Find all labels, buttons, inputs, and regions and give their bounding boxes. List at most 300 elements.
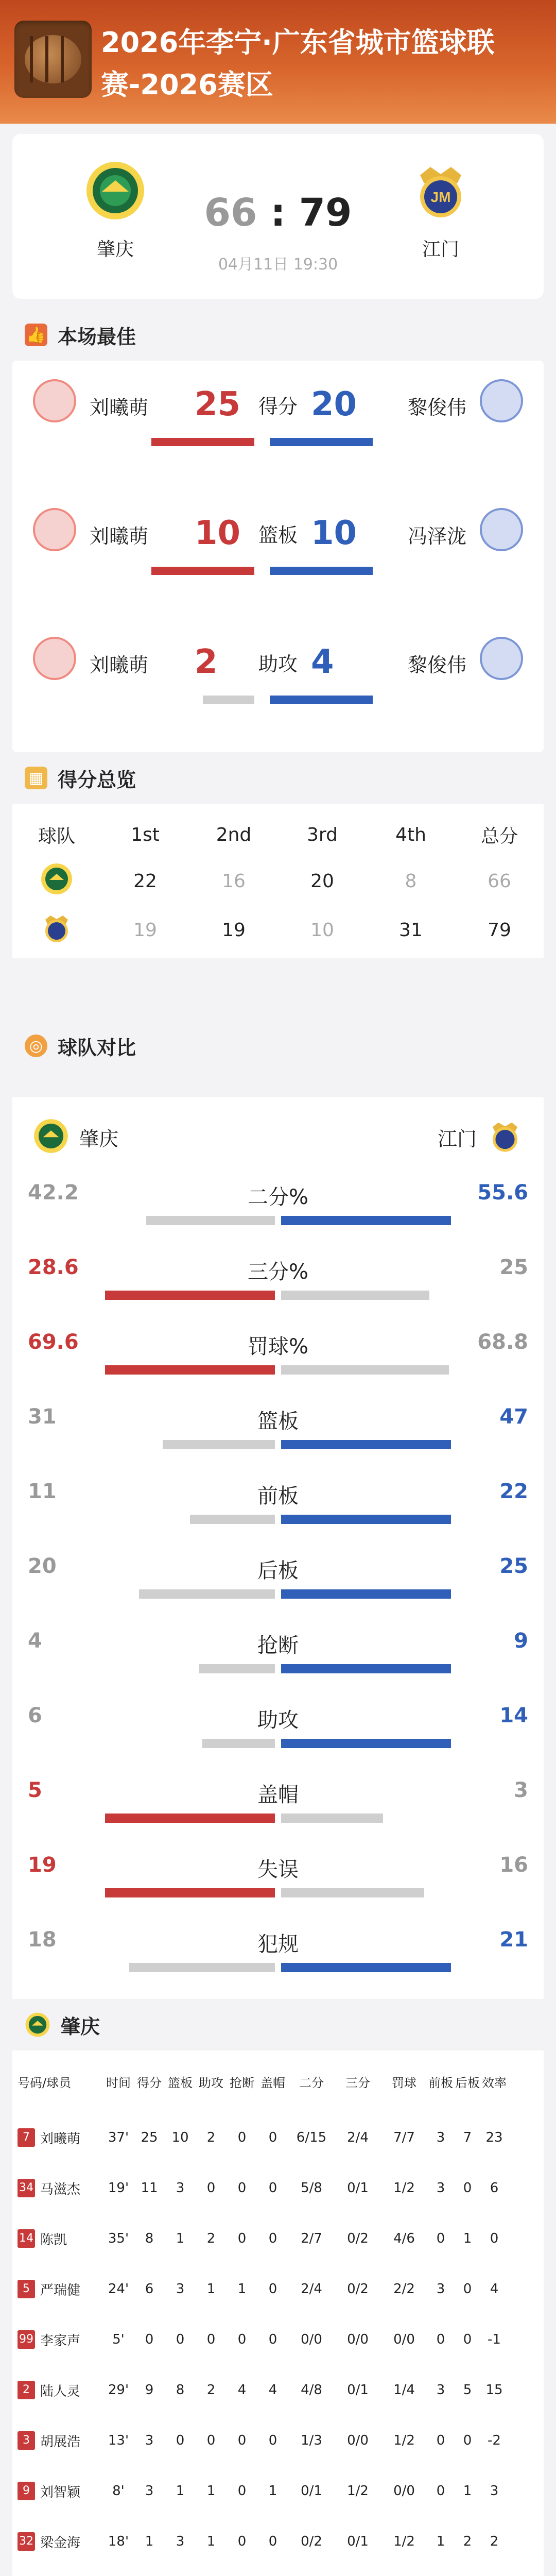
stat-cell: 23 <box>485 2130 503 2145</box>
team-compare-card <box>12 1097 544 1999</box>
stat-cell: 0/1 <box>347 2382 369 2398</box>
compare-home-bar <box>105 1814 275 1823</box>
player-name[interactable]: 刘曦萌 <box>40 2131 81 2147</box>
compare-away-bar <box>281 1888 424 1897</box>
stat-cell: 0 <box>237 2180 247 2196</box>
home-q2: 16 <box>222 870 246 892</box>
stat-cell: 2/4 <box>301 2281 322 2297</box>
home-quarter-row <box>12 855 544 907</box>
away-player-name[interactable]: 黎俊伟 <box>407 396 466 419</box>
stat-cell: 0 <box>268 2332 277 2347</box>
compare-away-bar <box>281 1664 451 1673</box>
stat-cell: 0 <box>463 2180 472 2196</box>
player-name[interactable]: 梁金海 <box>40 2535 81 2551</box>
compare-home-bar <box>105 1888 275 1897</box>
best-players-card <box>12 361 544 752</box>
player-name[interactable]: 马滋杰 <box>40 2181 81 2197</box>
player-cell <box>12 2280 103 2299</box>
stat-cell: 1 <box>206 2483 216 2499</box>
compare-category: 犯规 <box>257 1933 299 1956</box>
away-team-logo-icon <box>12 911 101 949</box>
compare-row <box>12 1618 544 1695</box>
player-cell <box>12 2179 103 2198</box>
stat-cell: 1/3 <box>301 2433 322 2448</box>
stat-cell: 1/2 <box>393 2180 415 2196</box>
compare-row <box>12 1468 544 1546</box>
compare-away-value: 68.8 <box>477 1330 528 1354</box>
home-q4: 8 <box>405 870 417 892</box>
home-player-stats-table <box>12 2050 544 2576</box>
stat-cell: 2/4 <box>347 2130 369 2145</box>
player-row[interactable] <box>12 2516 544 2567</box>
jersey-number: 5 <box>18 2280 35 2298</box>
stats-header-cell: 罚球 <box>392 2075 416 2090</box>
compare-away-bar <box>281 1216 451 1225</box>
compare-row <box>12 1767 544 1844</box>
compare-home-value: 11 <box>28 1480 57 1503</box>
compare-home-value: 6 <box>28 1704 42 1727</box>
stat-cell: 0/0 <box>393 2332 415 2347</box>
stat-cell: 1 <box>463 2483 472 2499</box>
away-team-logo-icon <box>410 160 472 222</box>
home-player-value: 2 <box>195 643 218 681</box>
stat-cell: 0 <box>145 2332 154 2347</box>
player-row[interactable] <box>12 2163 544 2213</box>
compare-away-value: 14 <box>499 1704 528 1727</box>
header-player: 号码/球员 <box>18 2075 72 2090</box>
jersey-number: 2 <box>18 2381 35 2399</box>
compare-away-value: 16 <box>499 1853 528 1877</box>
stat-cell: 5 <box>463 2382 472 2398</box>
stat-cell: 0/0 <box>347 2433 369 2448</box>
stat-cell: 0 <box>206 2433 216 2448</box>
stat-cell: 0/1 <box>347 2534 369 2549</box>
compare-row <box>12 1842 544 1919</box>
stat-cell: 3 <box>436 2382 445 2398</box>
away-player-avatar[interactable] <box>480 508 523 551</box>
section-best-header <box>0 309 556 361</box>
home-total: 66 <box>488 870 511 892</box>
stat-cell: 2 <box>206 2231 216 2246</box>
compare-home-bar <box>139 1589 275 1599</box>
player-row[interactable] <box>12 2415 544 2466</box>
away-team-logo-icon <box>487 1118 523 1154</box>
stat-cell: 18' <box>108 2534 129 2549</box>
player-name[interactable]: 严瑞健 <box>40 2282 81 2298</box>
compare-away-bar <box>281 1365 449 1375</box>
stat-cell: 8 <box>145 2231 154 2246</box>
stat-cell: 4/6 <box>393 2231 415 2246</box>
best-category: 得分 <box>258 395 298 418</box>
home-player-name[interactable]: 刘曦萌 <box>90 396 149 419</box>
stat-cell: 19' <box>108 2180 129 2196</box>
compare-home-value: 69.6 <box>28 1330 79 1354</box>
compare-row <box>12 1319 544 1396</box>
home-q3: 20 <box>310 870 334 892</box>
stats-header-cell: 助攻 <box>199 2075 223 2090</box>
player-row[interactable] <box>12 2567 544 2576</box>
stat-cell: 7 <box>463 2130 472 2145</box>
header-q2: 2nd <box>216 824 252 845</box>
stat-cell: 0 <box>206 2332 216 2347</box>
compare-home-bar <box>105 1291 275 1300</box>
stat-cell: 0/2 <box>301 2534 322 2549</box>
compare-away-value: 9 <box>514 1629 528 1653</box>
stat-cell: 0 <box>237 2483 247 2499</box>
stat-cell: 0 <box>176 2332 185 2347</box>
stat-cell: 0/2 <box>347 2231 369 2246</box>
stat-cell: 1 <box>145 2534 154 2549</box>
compare-away-value: 47 <box>499 1405 528 1429</box>
away-team[interactable] <box>394 160 487 261</box>
jersey-number: 34 <box>18 2179 35 2197</box>
stat-cell: 3 <box>145 2433 154 2448</box>
away-value-bar <box>270 567 373 575</box>
stat-cell: 7/7 <box>393 2130 415 2145</box>
away-player-name[interactable]: 黎俊伟 <box>407 654 466 676</box>
away-player-value: 10 <box>311 514 357 552</box>
player-row[interactable] <box>12 2264 544 2314</box>
compare-away-value: 3 <box>514 1778 528 1802</box>
away-score: 79 <box>299 191 352 235</box>
stat-cell: 1 <box>463 2231 472 2246</box>
jersey-number: 7 <box>18 2128 35 2147</box>
player-name[interactable]: 陈凯 <box>40 2232 67 2248</box>
compare-home-value: 4 <box>28 1629 42 1653</box>
compare-home-value: 18 <box>28 1928 57 1952</box>
compare-home-value: 19 <box>28 1853 57 1877</box>
compare-home-value: 31 <box>28 1405 57 1429</box>
stat-cell: 1 <box>237 2281 247 2297</box>
player-cell <box>12 2482 103 2501</box>
away-q2: 19 <box>222 919 246 941</box>
compare-home-bar <box>105 1365 275 1375</box>
compare-row <box>12 1170 544 1247</box>
stats-header-row <box>12 2050 544 2112</box>
stat-cell: 0 <box>268 2281 277 2297</box>
stat-cell: 0 <box>268 2130 277 2145</box>
compare-row <box>12 1543 544 1620</box>
compare-away-bar <box>281 1814 383 1823</box>
jersey-number: 14 <box>18 2229 35 2248</box>
stat-cell: 0 <box>463 2433 472 2448</box>
stats-header-cell: 二分 <box>299 2075 324 2090</box>
compare-home-value: 28.6 <box>28 1256 79 1279</box>
compare-home-bar <box>190 1515 275 1524</box>
stat-cell: 3 <box>436 2180 445 2196</box>
compare-home-value: 42.2 <box>28 1181 79 1205</box>
stat-cell: 2 <box>490 2534 499 2549</box>
home-value-bar <box>151 567 254 575</box>
stat-cell: 15 <box>485 2382 503 2398</box>
home-player-name[interactable]: 刘曦萌 <box>90 525 149 548</box>
stat-cell: 0 <box>268 2534 277 2549</box>
stat-cell: 1 <box>176 2483 185 2499</box>
stat-cell: 1 <box>206 2534 216 2549</box>
compare-home-bar <box>199 1664 275 1673</box>
away-player-value: 4 <box>311 643 334 681</box>
away-value-bar <box>270 438 373 446</box>
compare-away-value: 25 <box>499 1554 528 1578</box>
home-player-value: 10 <box>195 514 241 552</box>
compare-away-bar <box>281 1440 451 1449</box>
stat-cell: 8 <box>176 2382 185 2398</box>
compare-category: 盖帽 <box>257 1783 299 1807</box>
jersey-number: 3 <box>18 2431 35 2450</box>
stats-header-cell: 后板 <box>455 2075 480 2090</box>
compare-category: 抢断 <box>257 1634 299 1657</box>
compare-category: 后板 <box>257 1559 299 1583</box>
player-row[interactable] <box>12 2466 544 2516</box>
header-q4: 4th <box>395 824 426 845</box>
stats-header-cell: 盖帽 <box>260 2075 285 2090</box>
stat-cell: 29' <box>108 2382 129 2398</box>
home-value-bar <box>203 696 254 704</box>
stat-cell: 4 <box>237 2382 247 2398</box>
player-name[interactable]: 李家声 <box>40 2333 81 2349</box>
away-quarter-row <box>12 904 544 956</box>
jersey-number: 99 <box>18 2330 35 2349</box>
player-cell <box>12 2532 103 2551</box>
stat-cell: 6/15 <box>296 2130 327 2145</box>
away-player-name[interactable]: 冯泽泷 <box>407 525 466 548</box>
stat-cell: 1 <box>206 2281 216 2297</box>
stat-cell: 0 <box>237 2534 247 2549</box>
header-q1: 1st <box>131 824 160 845</box>
best-row-assists <box>12 618 544 747</box>
best-row-points <box>12 361 544 489</box>
stat-cell: 37' <box>108 2130 129 2145</box>
svg-text:JM: JM <box>430 189 451 205</box>
stats-header-cell: 抢断 <box>230 2075 254 2090</box>
stats-header-cell: 前板 <box>428 2075 453 2090</box>
stat-cell: 0 <box>436 2231 445 2246</box>
section-score-title: 得分总览 <box>58 768 136 791</box>
player-row[interactable] <box>12 2365 544 2415</box>
stat-cell: -2 <box>488 2433 501 2448</box>
away-q4: 31 <box>399 919 423 941</box>
jersey-number: 9 <box>18 2482 35 2500</box>
scoreboard-card <box>12 134 544 299</box>
compare-away-value: 21 <box>499 1928 528 1952</box>
calendar-icon: ▦ <box>25 767 47 789</box>
away-q1: 19 <box>133 919 157 941</box>
away-value-bar <box>270 696 373 704</box>
header-team: 球队 <box>38 825 75 847</box>
medal-icon: ◎ <box>25 1035 47 1057</box>
stat-cell: 0 <box>463 2281 472 2297</box>
compare-row <box>12 1692 544 1770</box>
compare-away-bar <box>281 1291 429 1300</box>
stats-header-cell: 时间 <box>106 2075 131 2090</box>
stat-cell: 8' <box>112 2483 125 2499</box>
player-row[interactable] <box>12 2213 544 2264</box>
best-category: 篮板 <box>258 524 298 547</box>
stat-cell: 0 <box>490 2231 499 2246</box>
stat-cell: 3 <box>436 2281 445 2297</box>
stat-cell: 1 <box>268 2483 277 2499</box>
stat-cell: 0 <box>463 2332 472 2347</box>
stat-cell: 9 <box>145 2382 154 2398</box>
quarter-header-row <box>12 814 544 855</box>
stats-header-cell: 得分 <box>137 2075 162 2090</box>
stat-cell: 0 <box>237 2332 247 2347</box>
stat-cell: 24' <box>108 2281 129 2297</box>
stat-cell: 0 <box>206 2180 216 2196</box>
score-separator: : <box>270 191 286 235</box>
match-datetime: 04月11日 19:30 <box>218 256 338 274</box>
home-score: 66 <box>204 191 257 235</box>
stat-cell: 1/2 <box>393 2534 415 2549</box>
home-value-bar <box>151 438 254 446</box>
stat-cell: 0 <box>268 2433 277 2448</box>
page-title: 2026年李宁·广东省城市篮球联赛-2026赛区 <box>101 26 495 101</box>
thumbs-up-icon: 👍 <box>25 324 47 346</box>
stat-cell: 25 <box>141 2130 158 2145</box>
compare-category: 前板 <box>257 1484 299 1508</box>
stat-cell: 0 <box>436 2332 445 2347</box>
stat-cell: 11 <box>141 2180 158 2196</box>
section-compare-title: 球队对比 <box>58 1036 136 1059</box>
stat-cell: 5/8 <box>301 2180 322 2196</box>
stat-cell: 6 <box>145 2281 154 2297</box>
compare-team-header <box>12 1108 544 1164</box>
stat-cell: 0 <box>436 2483 445 2499</box>
stat-cell: 10 <box>171 2130 189 2145</box>
away-total: 79 <box>488 919 511 941</box>
player-cell <box>12 2431 103 2450</box>
stat-cell: 6 <box>490 2180 499 2196</box>
stat-cell: 4 <box>490 2281 499 2297</box>
stat-cell: 5' <box>112 2332 125 2347</box>
stat-cell: 0/2 <box>347 2281 369 2297</box>
compare-category: 助攻 <box>257 1708 299 1732</box>
stats-header-cell: 篮板 <box>168 2075 193 2090</box>
jersey-number: 32 <box>18 2532 35 2551</box>
compare-home-bar <box>129 1963 275 1972</box>
player-row[interactable] <box>12 2314 544 2365</box>
compare-category: 罚球% <box>247 1335 308 1359</box>
compare-away-bar <box>281 1739 451 1748</box>
header-total: 总分 <box>480 825 518 847</box>
stat-cell: 35' <box>108 2231 129 2246</box>
player-name[interactable]: 陆人灵 <box>40 2383 81 2399</box>
player-cell <box>12 2381 103 2400</box>
stat-cell: 2 <box>206 2130 216 2145</box>
compare-away-bar <box>281 1589 451 1599</box>
compare-row <box>12 1394 544 1471</box>
compare-away-name: 江门 <box>437 1128 477 1150</box>
away-player-avatar[interactable] <box>480 637 523 680</box>
compare-away-value: 55.6 <box>477 1181 528 1205</box>
section-compare-header <box>0 1020 556 1072</box>
stat-cell: 3 <box>176 2180 185 2196</box>
stat-cell: 0 <box>176 2433 185 2448</box>
home-player-name[interactable]: 刘曦萌 <box>90 654 149 676</box>
stat-cell: 0 <box>237 2130 247 2145</box>
away-team-name: 江门 <box>422 239 459 260</box>
stat-cell: 3 <box>436 2130 445 2145</box>
compare-category: 篮板 <box>257 1410 299 1433</box>
stat-cell: -1 <box>488 2332 501 2347</box>
home-team-logo-icon <box>25 2012 50 2038</box>
compare-home-value: 5 <box>28 1778 42 1802</box>
away-q3: 10 <box>310 919 334 941</box>
stat-cell: 1/2 <box>347 2483 369 2499</box>
home-q1: 22 <box>133 870 157 892</box>
stat-cell: 2/7 <box>301 2231 322 2246</box>
stat-cell: 4 <box>268 2382 277 2398</box>
stats-header-cell: 效率 <box>482 2075 507 2090</box>
section-best-title: 本场最佳 <box>58 325 136 348</box>
player-row[interactable] <box>12 2112 544 2163</box>
compare-category: 二分% <box>247 1185 308 1209</box>
stat-cell: 0/1 <box>347 2180 369 2196</box>
stat-cell: 1/4 <box>393 2382 415 2398</box>
away-player-avatar[interactable] <box>480 379 523 422</box>
section-home-table-header <box>0 1999 556 2050</box>
away-player-value: 20 <box>311 385 357 423</box>
stat-cell: 0 <box>268 2180 277 2196</box>
stat-cell: 0/0 <box>393 2483 415 2499</box>
player-cell <box>12 2128 103 2147</box>
header-banner <box>0 0 556 124</box>
compare-home-name: 肇庆 <box>79 1128 119 1150</box>
stat-cell: 0 <box>237 2433 247 2448</box>
compare-home-bar <box>146 1216 275 1225</box>
compare-away-value: 22 <box>499 1480 528 1503</box>
stat-cell: 3 <box>176 2281 185 2297</box>
home-player-value: 25 <box>195 385 241 423</box>
home-team-logo-icon <box>12 862 101 900</box>
stat-cell: 0 <box>268 2231 277 2246</box>
home-team-name: 肇庆 <box>96 239 134 260</box>
compare-category: 失误 <box>257 1858 299 1882</box>
stat-cell: 3 <box>176 2534 185 2549</box>
home-team-logo-icon <box>33 1118 69 1154</box>
compare-row <box>12 1917 544 1994</box>
player-cell <box>12 2229 103 2248</box>
stat-cell: 0/0 <box>347 2332 369 2347</box>
stat-cell: 3 <box>490 2483 499 2499</box>
stat-cell: 2 <box>206 2382 216 2398</box>
stat-cell: 13' <box>108 2433 129 2448</box>
compare-away-bar <box>281 1515 451 1524</box>
stat-cell: 1/2 <box>393 2433 415 2448</box>
compare-category: 三分% <box>247 1260 308 1284</box>
best-row-rebounds <box>12 489 544 618</box>
best-category: 助攻 <box>258 653 298 675</box>
stat-cell: 2 <box>463 2534 472 2549</box>
compare-away-value: 25 <box>499 1256 528 1279</box>
stat-cell: 0 <box>436 2433 445 2448</box>
stat-cell: 0 <box>237 2231 247 2246</box>
stat-cell: 0/1 <box>301 2483 322 2499</box>
stat-cell: 1 <box>176 2231 185 2246</box>
player-name[interactable]: 胡展浩 <box>40 2434 81 2450</box>
stat-cell: 4/8 <box>301 2382 322 2398</box>
compare-away-bar <box>281 1963 451 1972</box>
stats-header-cell: 三分 <box>345 2075 370 2090</box>
quarter-score-table <box>12 804 544 958</box>
league-logo <box>14 21 92 98</box>
section-score-header <box>0 752 556 804</box>
compare-home-bar <box>163 1440 275 1449</box>
compare-home-value: 20 <box>28 1554 57 1578</box>
stat-cell: 3 <box>145 2483 154 2499</box>
player-name[interactable]: 刘智颖 <box>40 2484 81 2500</box>
compare-row <box>12 1244 544 1321</box>
